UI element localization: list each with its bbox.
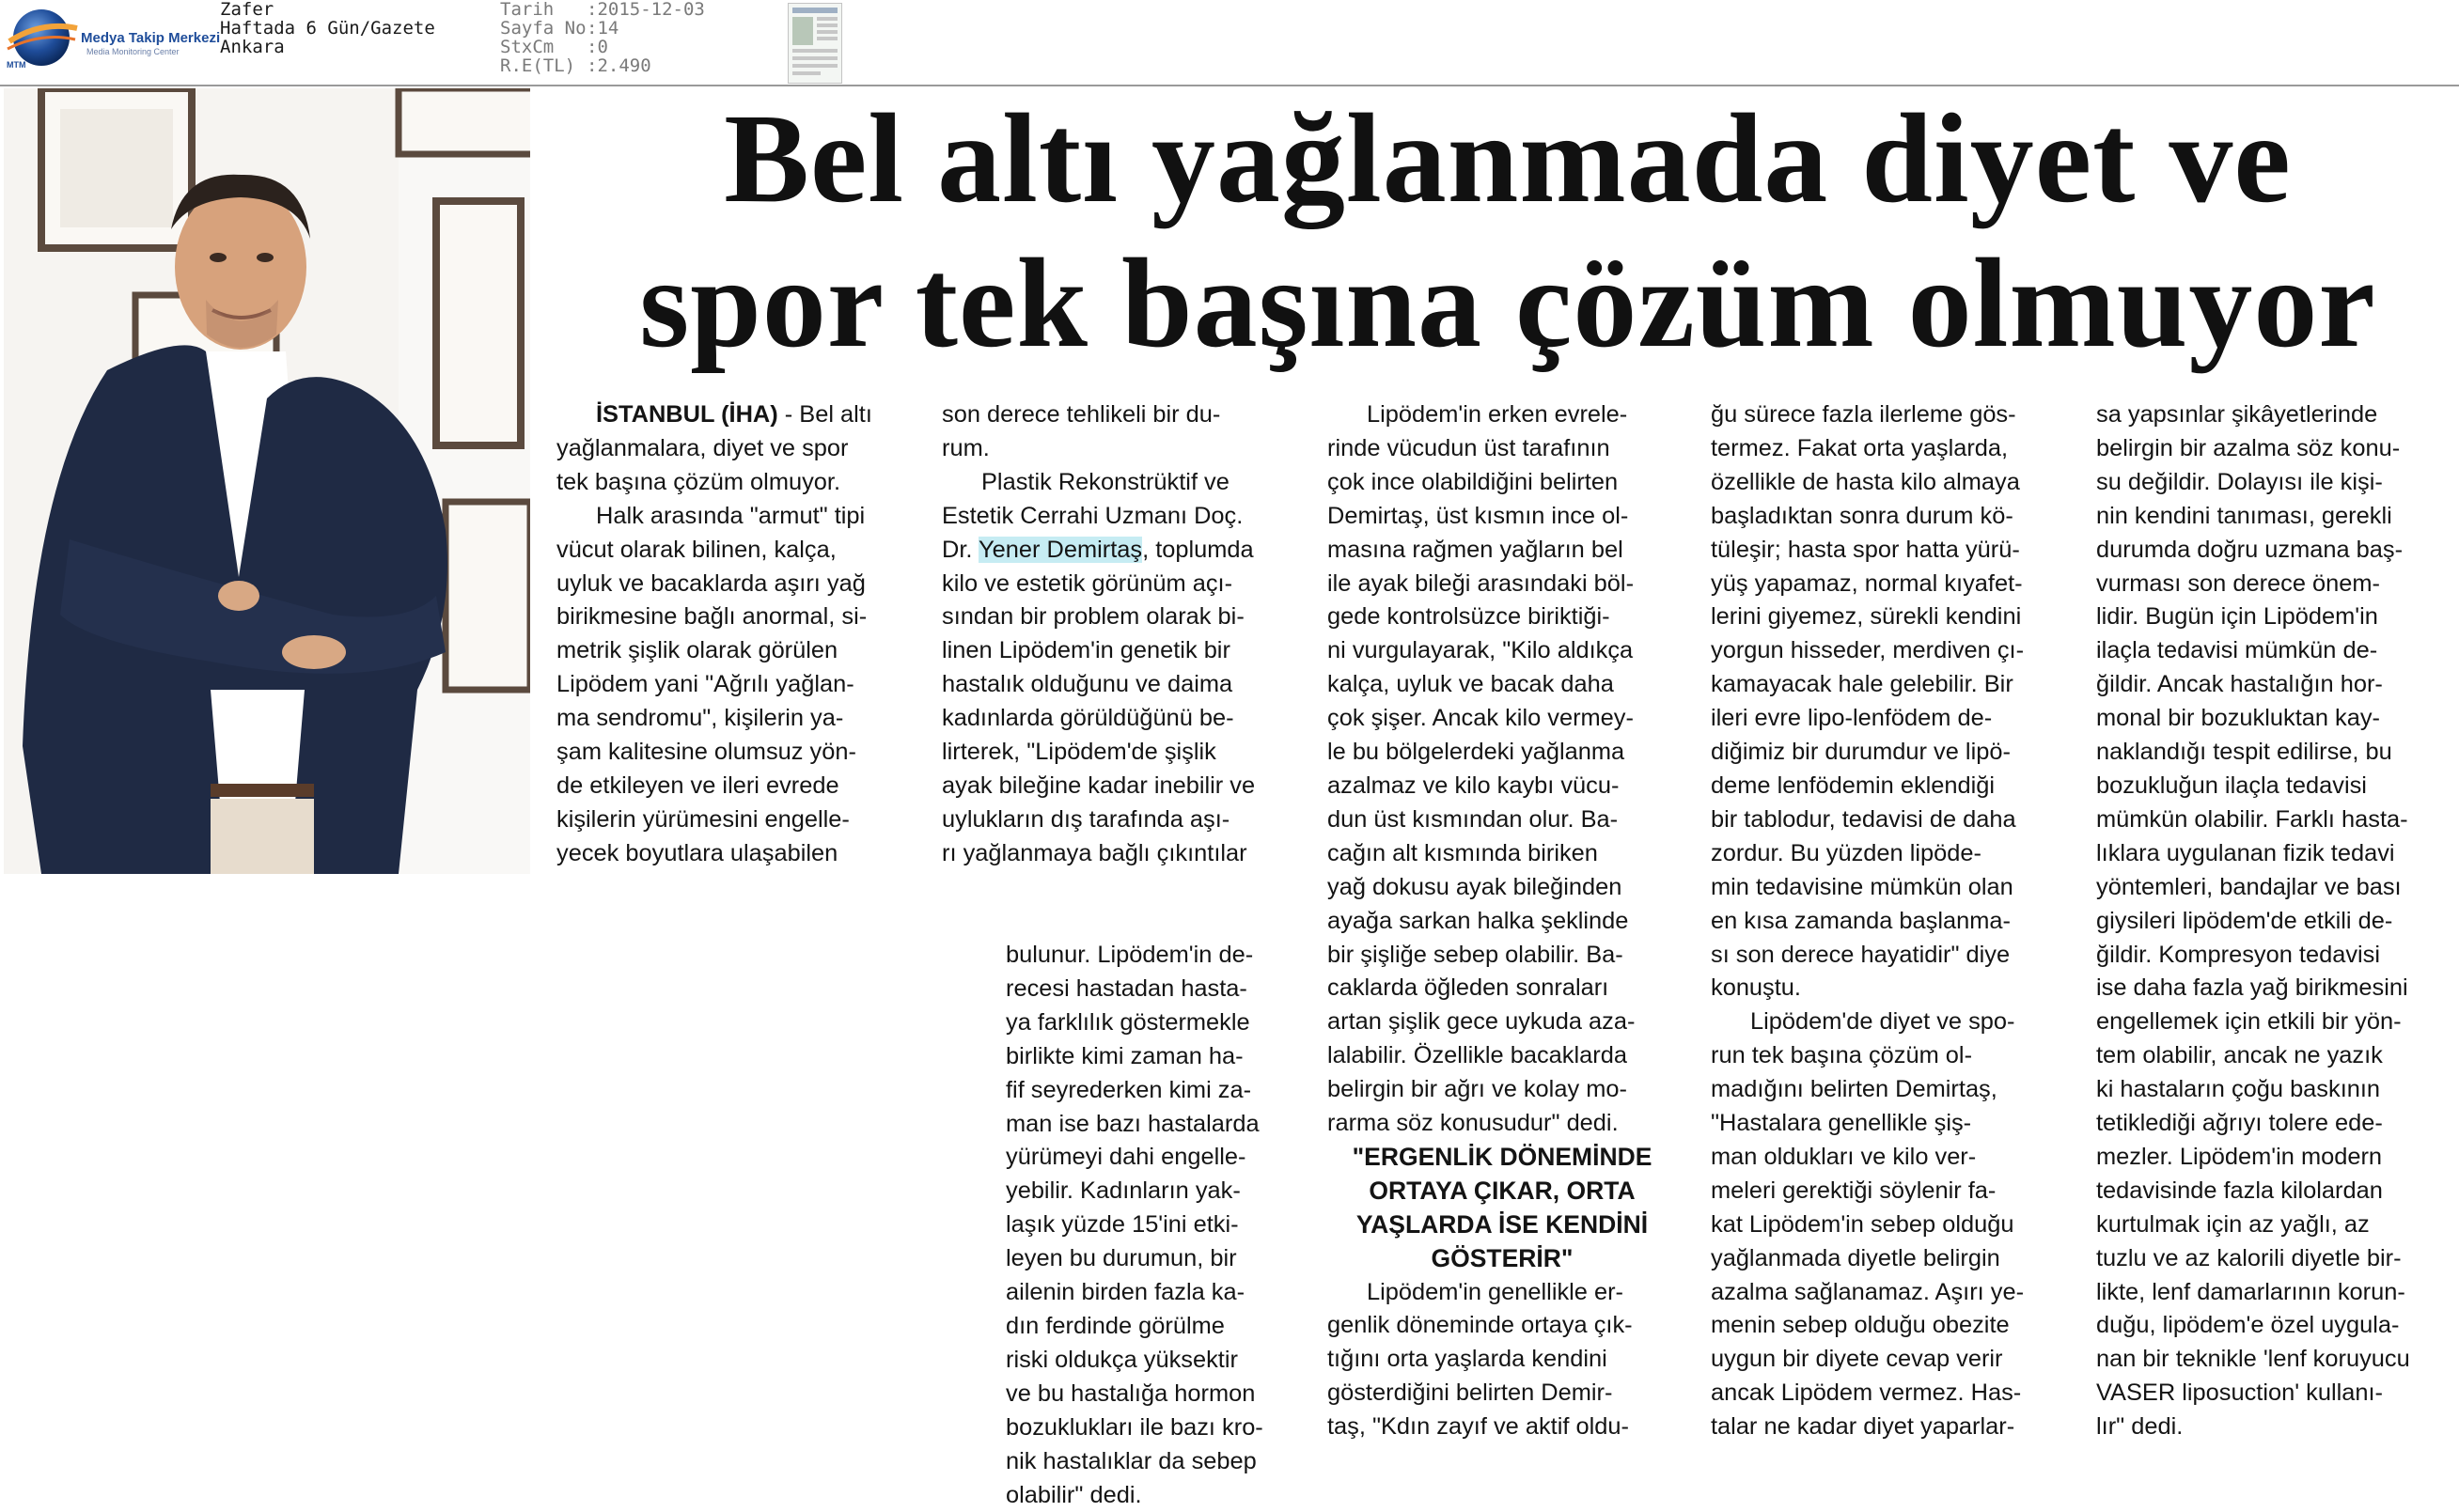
text-line: Lipödem'in erken evrele- [1327, 398, 1677, 432]
text-line: lirterek, "Lipödem'de şişlik [942, 736, 1299, 770]
text-line: tüleşir; hasta spor hatta yürü- [1711, 534, 2060, 568]
text-line: kat Lipödem'in sebep olduğu [1711, 1208, 2060, 1242]
text-line: uygun bir diyete cevap verir [1711, 1343, 2060, 1377]
text-line: sa yapsınlar şikâyetlerinde [2096, 398, 2450, 432]
text-line: duğu, lipödem'e özel uygula- [2096, 1309, 2450, 1343]
publication-info [220, 0, 435, 56]
text-line: VASER liposuction' kullanı- [2096, 1377, 2450, 1411]
text-line: lerini giyemez, sürekli kendini [1711, 600, 2060, 634]
headline-line-1: Bel altı yağlanmada diyet ve [560, 86, 2455, 231]
subheading-line: ORTAYA ÇIKAR, ORTA [1327, 1175, 1677, 1208]
text-line: ancak Lipödem vermez. Has- [1711, 1377, 2060, 1411]
text-line: sı son derece hayatidir" diye [1711, 939, 2060, 973]
text-line: bulunur. Lipödem'in de- [1006, 939, 1297, 973]
text-line: man ise bazı hastalarda [1006, 1108, 1297, 1142]
clipping-header [0, 0, 2459, 86]
text-line: ki hastaların çoğu baskının [2096, 1073, 2450, 1107]
text-line: ise daha fazla yağ birikmesini [2096, 972, 2450, 1005]
text-line: tuzlu ve az kalorili diyetle bir- [2096, 1242, 2450, 1276]
text-line: Halk arasında "armut" tipi [556, 500, 914, 534]
meta-label-ad-value: R.E(TL) [500, 56, 587, 75]
text-line: caklarda öğleden sonraları [1327, 972, 1677, 1005]
text-line: tetiklediği ağrıyı tolere ede- [2096, 1107, 2450, 1141]
text-line: ayak bileğine kadar inebilir ve [942, 770, 1299, 803]
text-line: yebilir. Kadınların yak- [1006, 1175, 1297, 1208]
text-line: talar ne kadar diyet yaparlar- [1711, 1411, 2060, 1444]
text-line: bozukluğun ilaçla tedavisi [2096, 770, 2450, 803]
text-line: hastalık olduğunu ve daima [942, 668, 1299, 702]
text-line: kamayacak hale gelebilir. Bir [1711, 668, 2060, 702]
text-line: recesi hastadan hasta- [1006, 973, 1297, 1006]
text-line: meleri gerektiği söylenir fa- [1711, 1175, 2060, 1208]
text-line: diğimiz bir durumdur ve lipö- [1711, 736, 2060, 770]
text-line: ileri evre lipo-lenfödem de- [1711, 702, 2060, 736]
text-line: ya farklılık göstermekle [1006, 1006, 1297, 1040]
article-column-4 [1711, 398, 2060, 1444]
text-line: en kısa zamanda başlanma- [1711, 905, 2060, 939]
subheading-line: "ERGENLİK DÖNEMİNDE [1327, 1141, 1677, 1175]
meta-label-date: Tarih [500, 0, 587, 19]
text-line: şam kalitesine olumsuz yön- [556, 736, 914, 770]
text-line: nik hastalıklar da sebep [1006, 1445, 1297, 1479]
meta-value-page: :14 [587, 18, 619, 39]
text-line: azalma sağlanamaz. Aşırı ye- [1711, 1276, 2060, 1310]
text-line: riski oldukça yüksektir [1006, 1344, 1297, 1378]
text-line: lıklara uygulanan fizik tedavi [2096, 837, 2450, 871]
headline-line-2: spor tek başına çözüm olmuyor [560, 231, 2455, 376]
text-line: nan bir teknikle 'lenf koruyucu [2096, 1343, 2450, 1377]
article-column-5 [2096, 398, 2450, 1444]
text-line: su değildir. Dolayısı ile kişi- [2096, 466, 2450, 500]
text-line: konuştu. [1711, 972, 2060, 1005]
text-line: fif seyrederken kimi za- [1006, 1074, 1297, 1108]
text-line: taş, "Kdın zayıf ve aktif oldu- [1327, 1411, 1677, 1444]
text-line: artan şişlik gece uykuda aza- [1327, 1005, 1677, 1039]
text-line: yürümeyi dahi engelle- [1006, 1141, 1297, 1175]
text-line: "Hastalara genellikle şiş- [1711, 1107, 2060, 1141]
meta-label-page: Sayfa No [500, 19, 587, 38]
text-line: yağ dokusu ayak bileğinden [1327, 871, 1677, 905]
text-line: naklandığı tespit edilirse, bu [2096, 736, 2450, 770]
publication-frequency: Haftada 6 Gün/Gazete [220, 19, 435, 38]
text-line: ma sendromu", kişilerin ya- [556, 702, 914, 736]
text-line: nin kendini tanıması, gerekli [2096, 500, 2450, 534]
text-line: man oldukları ve kilo ver- [1711, 1141, 2060, 1175]
text-line: durumda doğru uzmana baş- [2096, 534, 2450, 568]
text-line: uylukların dış tarafında aşı- [942, 803, 1299, 837]
text-line: min tedavisine mümkün olan [1711, 871, 2060, 905]
text-line: dın ferdinde görülme [1006, 1310, 1297, 1344]
text-line: olabilir" dedi. [1006, 1479, 1297, 1512]
text-line: engellemek için etkili bir yön- [2096, 1005, 2450, 1039]
subheading [1327, 1141, 1677, 1276]
subheading-line: YAŞLARDA İSE KENDİNİ [1327, 1208, 1677, 1242]
text-line: ni vurgulayarak, "Kilo aldıkça [1327, 634, 1677, 668]
text-line: vurması son derece önem- [2096, 568, 2450, 601]
logo-title: Medya Takip Merkezi [81, 30, 220, 46]
text-line: rum. [942, 432, 1299, 466]
text-line: gede kontrolsüzce biriktiği- [1327, 600, 1677, 634]
text-line: Lipödem'de diyet ve spo- [1711, 1005, 2060, 1039]
text-line: laşık yüzde 15'ini etki- [1006, 1208, 1297, 1242]
text-line: rarma söz konusudur" dedi. [1327, 1107, 1677, 1141]
text-line: tedavisinde fazla kilolardan [2096, 1175, 2450, 1208]
text-line: başladıktan sonra durum kö- [1711, 500, 2060, 534]
text-line: vücut olarak bilinen, kalça, [556, 534, 914, 568]
text-line: Plastik Rekonstrüktif ve [942, 466, 1299, 500]
meta-label-stxcm: StxCm [500, 38, 587, 56]
text-line: cağın alt kısmında biriken [1327, 837, 1677, 871]
text-line: azalmaz ve kilo kaybı vücu- [1327, 770, 1677, 803]
meta-value-stxcm: :0 [587, 37, 608, 57]
text-line: yağlanmada diyetle belirgin [1711, 1242, 2060, 1276]
text-line: belirgin bir azalma söz konu- [2096, 432, 2450, 466]
text-line: mezler. Lipödem'in modern [2096, 1141, 2450, 1175]
text-line: ğildir. Ancak hastalığın hor- [2096, 668, 2450, 702]
text-line: ile ayak bileği arasındaki böl- [1327, 568, 1677, 601]
meta-value-date: :2015-12-03 [587, 0, 705, 20]
text-line: zordur. Bu yüzden lipöde- [1711, 837, 2060, 871]
text-line: leyen bu durumun, bir [1006, 1242, 1297, 1276]
text-line: uyluk ve bacaklarda aşırı yağ [556, 568, 914, 601]
portrait-photo [4, 88, 530, 874]
text-line: Lipödem'in genellikle er- [1327, 1276, 1677, 1310]
article-column-1 [556, 398, 914, 871]
text-line: yecek boyutlara ulaşabilen [556, 837, 914, 871]
text-line: metrik şişlik olarak görülen [556, 634, 914, 668]
publication-name: Zafer [220, 0, 435, 19]
text-line: monal bir bozukluktan kay- [2096, 702, 2450, 736]
text-line: madığını belirten Demirtaş, [1711, 1073, 2060, 1107]
globe-icon [4, 4, 79, 71]
text-line: giysileri lipödem'de etkili de- [2096, 905, 2450, 939]
text-line: yağlanmalara, diyet ve spor [556, 432, 914, 466]
text-line: Estetik Cerrahi Uzmanı Doç. [942, 500, 1299, 534]
text-line: tığını orta yaşlarda kendini [1327, 1343, 1677, 1377]
svg-text:MTM: MTM [7, 60, 26, 70]
text-line: bir tablodur, tedavisi de daha [1711, 803, 2060, 837]
text-line: yüş yapamaz, normal kıyafet- [1711, 568, 2060, 601]
text-line: çok şişer. Ancak kilo vermey- [1327, 702, 1677, 736]
dateline: İSTANBUL (İHA) [596, 401, 778, 428]
text-line: belirgin bir ağrı ve kolay mo- [1327, 1073, 1677, 1107]
text-line: kişilerin yürümesini engelle- [556, 803, 914, 837]
text-line: son derece tehlikeli bir du- [942, 398, 1299, 432]
text-line: çok ince olabildiğini belirten [1327, 466, 1677, 500]
text-line: birikmesine bağlı anormal, si- [556, 600, 914, 634]
text-line: rı yağlanmaya bağlı çıkıntılar [942, 837, 1299, 871]
text-line: menin sebep olduğu obezite [1711, 1309, 2060, 1343]
text-line: ğildir. Kompresyon tedavisi [2096, 939, 2450, 973]
text-line: tek başına çözüm olmuyor. [556, 466, 914, 500]
text-line: rinde vücudun üst tarafının [1327, 432, 1677, 466]
text-line: yöntemleri, bandajlar ve bası [2096, 871, 2450, 905]
text-line: yorgun hisseder, merdiven çı- [1711, 634, 2060, 668]
text-line: bir şişliğe sebep olabilir. Ba- [1327, 939, 1677, 973]
text-line: ve bu hastalığa hormon [1006, 1378, 1297, 1411]
page-thumbnail[interactable] [788, 3, 842, 84]
text-line: lidir. Bugün için Lipödem'in [2096, 600, 2450, 634]
text-line: dun üst kısmından olur. Ba- [1327, 803, 1677, 837]
text-line: sından bir problem olarak bi- [942, 600, 1299, 634]
text-line: Dr. Yener Demirtaş, toplumda [942, 534, 1299, 568]
text-line: likte, lenf damarlarının korun- [2096, 1276, 2450, 1310]
text-line: kurtulmak için az yağlı, az [2096, 1208, 2450, 1242]
text-line: lır" dedi. [2096, 1411, 2450, 1444]
article-column-2-continued [1006, 939, 1297, 1512]
text-line: gösterdiğini belirten Demir- [1327, 1377, 1677, 1411]
text-line: ilaçla tedavisi mümkün de- [2096, 634, 2450, 668]
highlighted-name: Yener Demirtaş [979, 537, 1142, 563]
text-line: tem olabilir, ancak ne yazık [2096, 1039, 2450, 1073]
text-line: ayağa sarkan halka şeklinde [1327, 905, 1677, 939]
logo-subtitle: Media Monitoring Center [86, 47, 180, 56]
article-column-2 [942, 398, 1299, 871]
text-line: linen Lipödem'in genetik bir [942, 634, 1299, 668]
subheading-line: GÖSTERİR" [1327, 1242, 1677, 1276]
meta-value-ad-value: :2.490 [587, 55, 651, 76]
clipping-metadata [500, 0, 705, 75]
text-line: Lipödem yani "Ağrılı yağlan- [556, 668, 914, 702]
article-headline [560, 86, 2455, 376]
publication-city: Ankara [220, 38, 435, 56]
text-line: run tek başına çözüm ol- [1711, 1039, 2060, 1073]
text-line: kilo ve estetik görünüm açı- [942, 568, 1299, 601]
text-line: masına rağmen yağların bel [1327, 534, 1677, 568]
text-line: le bu bölgelerdeki yağlanma [1327, 736, 1677, 770]
text-line: İSTANBUL (İHA) - Bel altı [556, 398, 914, 432]
text-line: de etkileyen ve ileri evrede [556, 770, 914, 803]
article-column-3 [1327, 398, 1677, 1444]
text-line: birlikte kimi zaman ha- [1006, 1040, 1297, 1074]
text-line: ğu sürece fazla ilerleme gös- [1711, 398, 2060, 432]
text-line: termez. Fakat orta yaşlarda, [1711, 432, 2060, 466]
text-line: mümkün olabilir. Farklı hasta- [2096, 803, 2450, 837]
media-monitoring-logo [4, 4, 218, 71]
text-line: ailenin birden fazla ka- [1006, 1276, 1297, 1310]
text-line: Demirtaş, üst kısmın ince ol- [1327, 500, 1677, 534]
text-line: bozuklukları ile bazı kro- [1006, 1411, 1297, 1445]
text-line: deme lenfödemin eklendiği [1711, 770, 2060, 803]
text-line: kadınlarda görüldüğünü be- [942, 702, 1299, 736]
text-line: lalabilir. Özellikle bacaklarda [1327, 1039, 1677, 1073]
text-line: genlik döneminde ortaya çık- [1327, 1309, 1677, 1343]
text-line: kalça, uyluk ve bacak daha [1327, 668, 1677, 702]
text-line: özellikle de hasta kilo almaya [1711, 466, 2060, 500]
